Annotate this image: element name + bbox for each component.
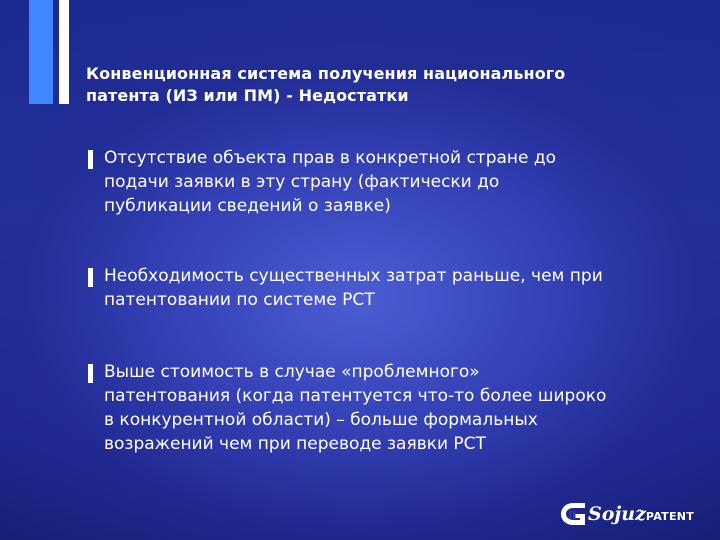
sojuzpatent-logo-icon <box>560 502 586 526</box>
bullet-line: подачи заявки в эту страну (фактически до <box>104 172 500 192</box>
slide-title-line-2: патента (ИЗ или ПМ) - Недостатки <box>86 86 409 105</box>
accent-bar-white <box>59 0 69 104</box>
bullet-line: в конкурентной области) – больше формальных <box>104 410 538 430</box>
bullet-line: Необходимость существенных затрат раньше, чем при <box>104 266 603 286</box>
slide-title <box>86 63 696 107</box>
bullet-line: возражений чем при переводе заявки PCT <box>104 434 486 454</box>
bullet-line: патентовании по системе PCT <box>104 290 375 310</box>
bullet-marker <box>88 268 93 287</box>
bullet-line: патентования (когда патентуется что-то более широко <box>104 386 607 406</box>
accent-bar-blue <box>29 0 53 104</box>
bullet-line: Отсутствие объекта прав в конкретной стране до <box>104 148 557 168</box>
bullet-text <box>104 360 694 456</box>
logo-sub-text: PATENT <box>645 510 695 523</box>
slide-title-line-1: Конвенционная система получения национального <box>86 64 566 83</box>
bullet-marker <box>88 150 93 169</box>
logo-main-text: Sojuz <box>588 503 646 525</box>
sojuzpatent-logo <box>560 500 700 530</box>
bullet-line: Выше стоимость в случае «проблемного» <box>104 362 480 382</box>
bullet-text <box>104 264 694 312</box>
bullet-line: публикации сведений о заявке) <box>104 196 391 216</box>
bullet-text <box>104 146 694 218</box>
logo-wordmark <box>588 503 694 528</box>
bullet-marker <box>88 364 93 383</box>
